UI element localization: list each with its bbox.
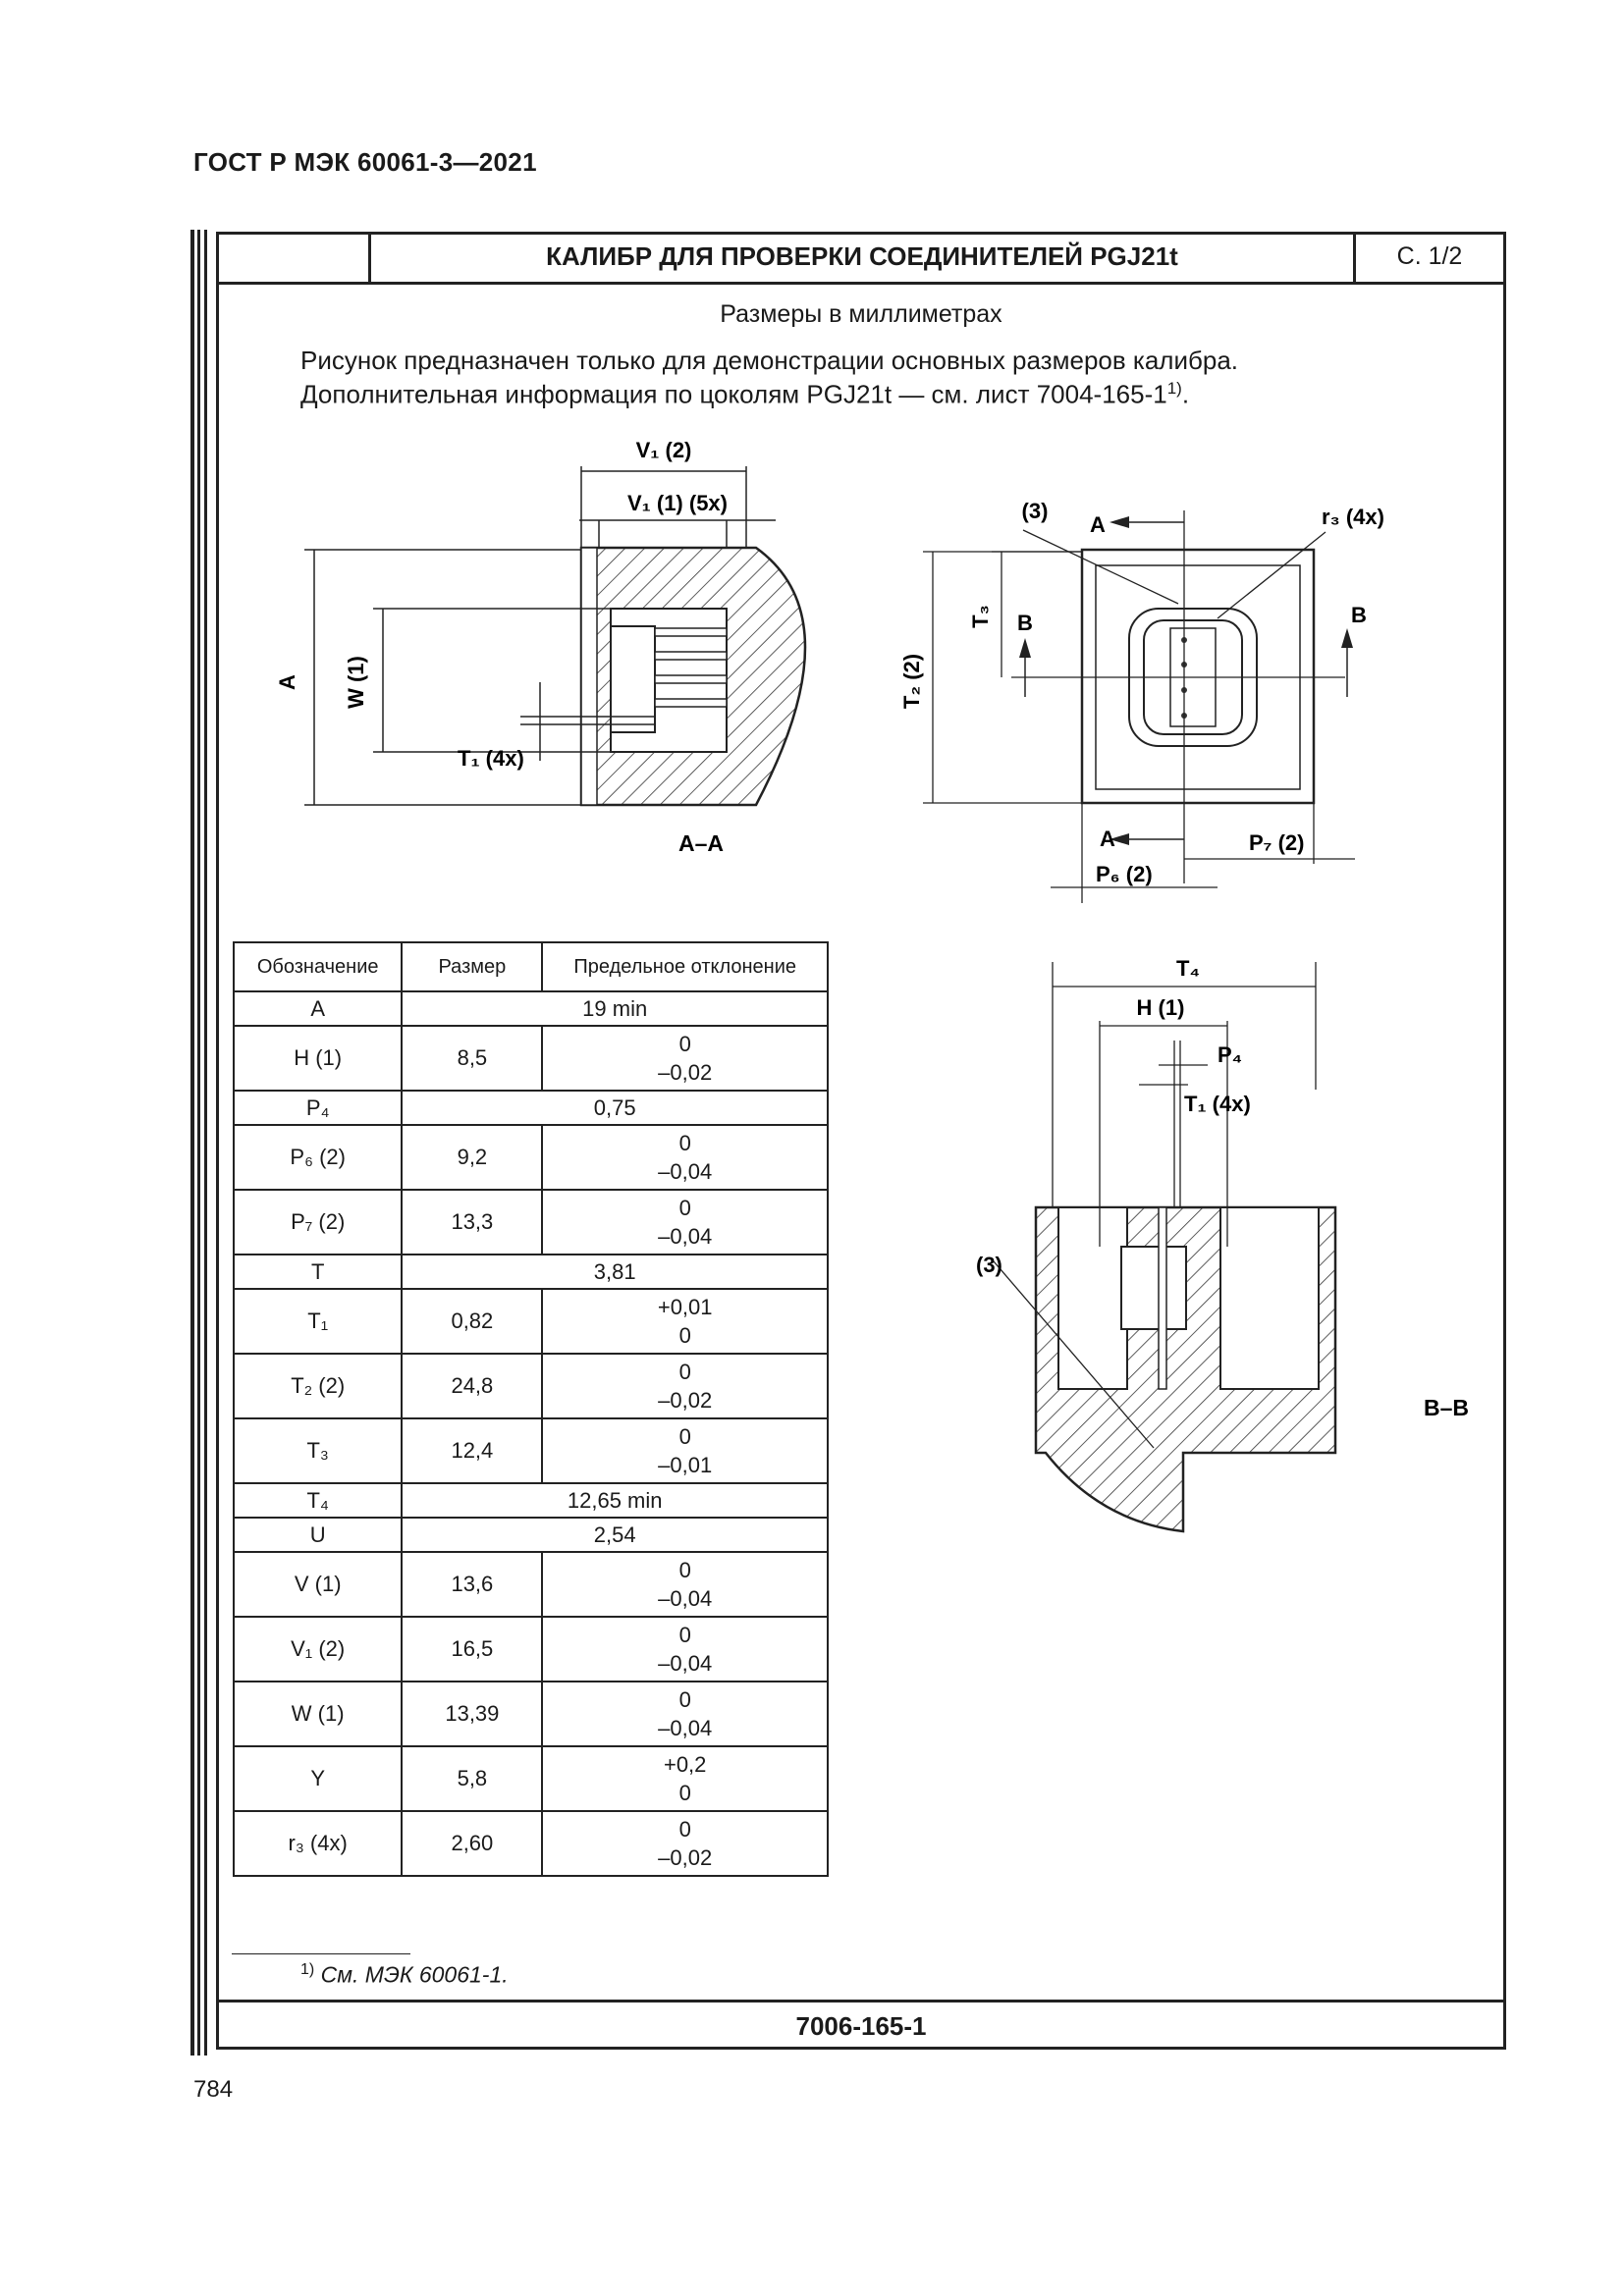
tolerance-lower: –0,04 [658,1651,713,1676]
cell-tolerance [542,1354,828,1418]
cell-size: 24,8 [402,1354,542,1418]
table-row [234,1026,828,1091]
title-cell-blank [216,232,371,282]
dim-a: A [275,674,299,690]
cell-tolerance [542,1190,828,1255]
sheet-title: КАЛИБР ДЛЯ ПРОВЕРКИ СОЕДИНИТЕЛЕЙ PGJ21t [546,241,1178,271]
sheet-number: 7006-165-1 [216,2000,1506,2050]
table-row [234,1518,828,1552]
dim-t3: T₃ [968,605,993,628]
cell-symbol: T₃ [234,1418,402,1483]
dim-t4: T₄ [1176,956,1200,981]
cell-size: 9,2 [402,1125,542,1190]
binding-bar [204,230,207,2056]
cell-size: 5,8 [402,1746,542,1811]
section-label-aa: A–A [677,830,725,856]
section-arrow-b-left: B [1017,611,1033,635]
footnote-rule [232,1953,410,1954]
table-row [234,1617,828,1682]
section-arrow-b-right: B [1351,603,1367,627]
tolerance-upper: 0 [678,1558,691,1582]
section-bb-drawing [943,942,1492,1551]
cell-size: 8,5 [402,1026,542,1091]
tolerance-lower: –0,04 [658,1586,713,1611]
cell-symbol: P₄ [234,1091,402,1125]
table-header-size: Размер [402,942,542,991]
dim-v1-2: V₁ (2) [635,438,692,462]
cell-symbol: H (1) [234,1026,402,1091]
cell-symbol: V₁ (2) [234,1617,402,1682]
section-aa-drawing [226,422,893,883]
dim-p4: P₄ [1218,1042,1243,1067]
cell-symbol: T [234,1255,402,1289]
cell-tolerance [542,1289,828,1354]
tolerance-upper: +0,01 [657,1295,713,1319]
cell-symbol: W (1) [234,1682,402,1746]
table-row [234,1811,828,1876]
cell-symbol: T₁ [234,1289,402,1354]
cell-merged-value: 3,81 [402,1255,828,1289]
cell-size: 13,6 [402,1552,542,1617]
table-row [234,1289,828,1354]
tolerance-upper: 0 [678,1032,691,1056]
dim-w1: W (1) [344,656,368,709]
top-view-drawing [893,491,1384,903]
tolerance-lower: –0,01 [658,1453,713,1477]
table-row [234,1354,828,1418]
cell-symbol: V (1) [234,1552,402,1617]
cell-tolerance [542,1746,828,1811]
tolerance-upper: 0 [678,1196,691,1220]
binding-bar [197,230,200,2056]
tolerance-lower: 0 [678,1781,691,1805]
dim-h1: H (1) [1136,995,1185,1020]
tolerance-upper: +0,2 [663,1752,707,1777]
callout-3-bb: (3) [976,1253,1002,1277]
description-line-2-text: Дополнительная информация по цоколям PGJ21t — см. лист 7004-165-1 [300,379,1167,409]
tolerance-upper: 0 [678,1424,691,1449]
page-number: 784 [193,2076,234,2103]
section-label-bb: B–B [1424,1395,1470,1420]
table-row [234,1682,828,1746]
footnote-marker: 1) [300,1961,315,1978]
dim-p6-2: P₆ (2) [1096,862,1153,886]
dim-t1-4x-bb: T₁ (4x) [1184,1092,1251,1116]
cell-size: 13,3 [402,1190,542,1255]
cell-tolerance [542,1418,828,1483]
dimension-table [233,941,829,1877]
cell-tolerance [542,1552,828,1617]
cell-symbol: P₆ (2) [234,1125,402,1190]
description-line-2 [300,379,1189,410]
cell-symbol: Y [234,1746,402,1811]
dim-t1-4x: T₁ (4x) [458,746,524,771]
cell-tolerance [542,1682,828,1746]
cell-size: 16,5 [402,1617,542,1682]
dim-r3-4x: r₃ (4x) [1322,505,1384,529]
table-row [234,1255,828,1289]
table-row [234,1552,828,1617]
cell-tolerance [542,1125,828,1190]
cell-symbol: T₂ (2) [234,1354,402,1418]
cell-symbol: T₄ [234,1483,402,1518]
tolerance-upper: 0 [678,1131,691,1155]
table-row [234,1125,828,1190]
cell-tolerance [542,1811,828,1876]
cell-symbol: P₇ (2) [234,1190,402,1255]
tolerance-lower: –0,04 [658,1224,713,1249]
sheet-page-ref: С. 1/2 [1353,232,1503,282]
cell-size: 2,60 [402,1811,542,1876]
dimension-table-body [234,991,828,1876]
tolerance-lower: 0 [678,1323,691,1348]
cell-merged-value: 12,65 min [402,1483,828,1518]
table-header-tolerance: Предельное отклонение [542,942,828,991]
tolerance-lower: –0,02 [658,1845,713,1870]
table-row [234,1483,828,1518]
cell-merged-value: 2,54 [402,1518,828,1552]
table-row [234,1190,828,1255]
tolerance-upper: 0 [678,1360,691,1384]
cell-merged-value: 0,75 [402,1091,828,1125]
footnote [300,1961,509,1989]
description-line-1: Рисунок предназначен только для демонстрации основных размеров калибра. [300,346,1239,375]
table-row [234,1091,828,1125]
cell-symbol: r₃ (4x) [234,1811,402,1876]
dim-t2-2: T₂ (2) [899,653,924,710]
tolerance-lower: –0,04 [658,1159,713,1184]
binding-bar [190,230,194,2056]
dim-v1-1-5x: V₁ (1) (5x) [626,491,729,515]
cell-merged-value: 19 min [402,991,828,1026]
table-header-symbol: Обозначение [234,942,402,991]
table-row [234,1746,828,1811]
tolerance-lower: –0,02 [658,1388,713,1413]
section-arrow-a-top: A [1090,512,1106,537]
description-line-2-end: . [1181,379,1190,409]
tolerance-lower: –0,04 [658,1716,713,1740]
tolerance-upper: 0 [678,1687,691,1712]
tolerance-upper: 0 [678,1817,691,1842]
document-header: ГОСТ Р МЭК 60061-3—2021 [193,147,537,177]
footnote-text: См. МЭК 60061-1. [320,1961,509,1988]
table-row [234,1418,828,1483]
cell-size: 12,4 [402,1418,542,1483]
title-row [216,232,1506,285]
cell-size: 0,82 [402,1289,542,1354]
section-arrow-a-bottom: A [1100,827,1115,851]
units-note: Размеры в миллиметрах [720,300,1002,328]
tolerance-upper: 0 [678,1623,691,1647]
cell-symbol: U [234,1518,402,1552]
dim-p7-2: P₇ (2) [1249,830,1305,855]
cell-tolerance [542,1617,828,1682]
table-row [234,991,828,1026]
cell-symbol: A [234,991,402,1026]
tolerance-lower: –0,02 [658,1060,713,1085]
callout-3-top: (3) [1021,499,1049,523]
cell-size: 13,39 [402,1682,542,1746]
cell-tolerance [542,1026,828,1091]
footnote-ref: 1) [1166,379,1182,398]
